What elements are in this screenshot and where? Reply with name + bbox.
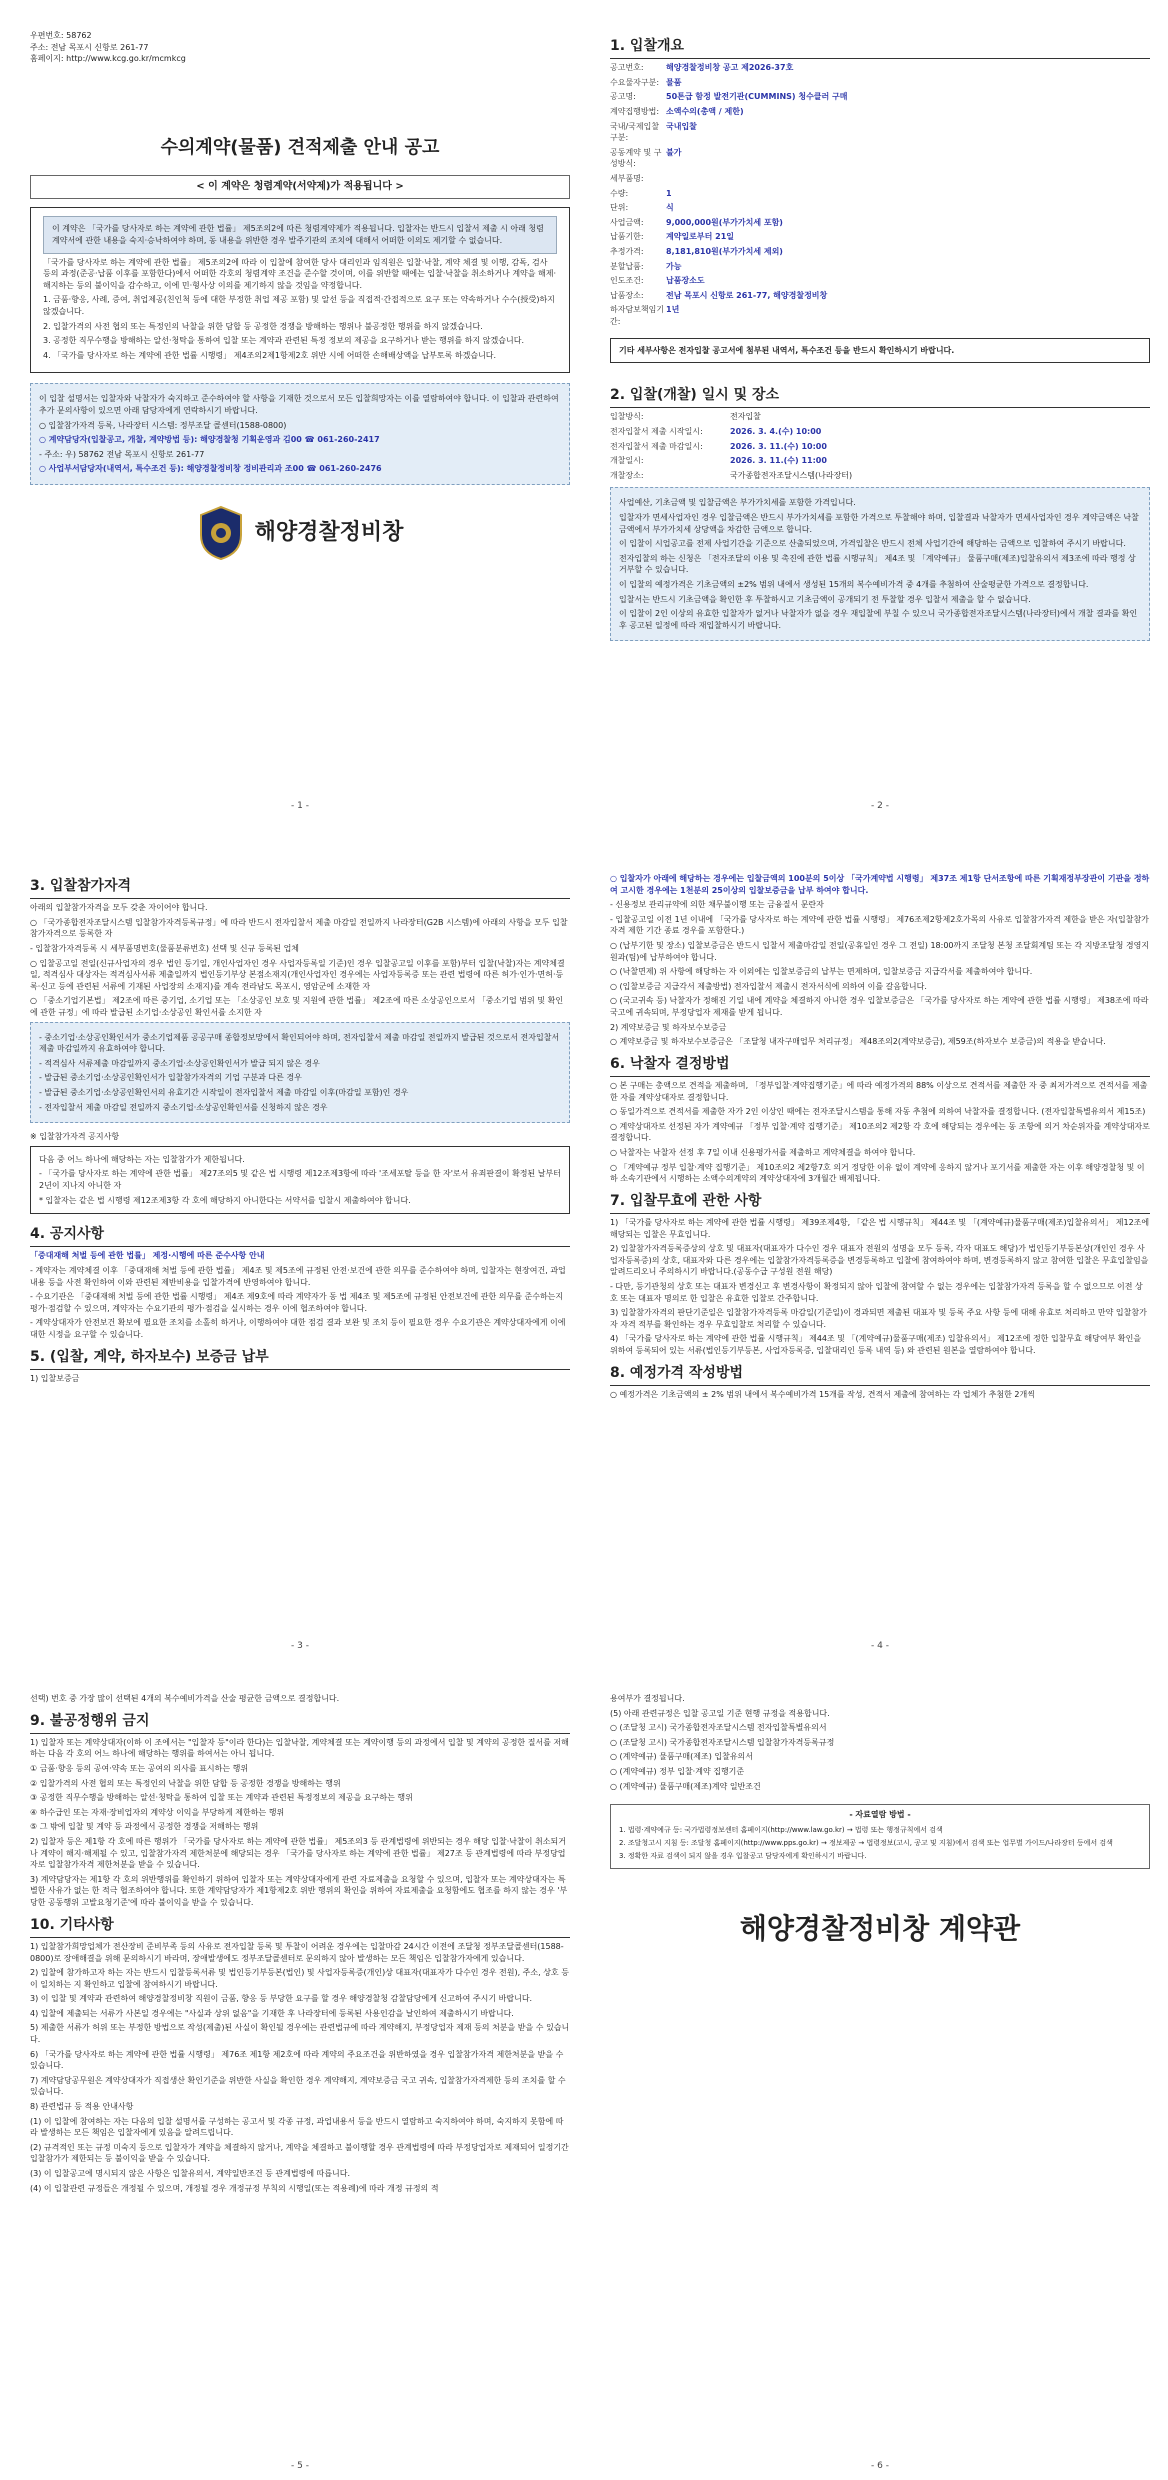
section-title: 4. 공지사항 [30, 1224, 570, 1247]
note-item: 입찰자가 면세사업자인 경우 입찰금액은 반드시 부가가치세를 포함한 가격으로 투찰해야 하며, 입찰결과 낙찰자가 면세사업자인 경우 계약금액은 낙찰금액에서 부가가치세 상당액을 차감한 금액으로 합니다. [619, 513, 1139, 534]
page-1 [30, 30, 570, 820]
award-item: ○ 「계약예규 정부 입찰·계약 집행기준」 제10조의2 제2항7호 의거 정당한 이유 없이 계약에 응하지 않거나 포기서를 제출한 자는 이후 해양경찰청 및 이하 소속기관에서 시행하는 소액수의계약의 계약상대자에 3개월간 배제됩니다. [610, 1162, 1145, 1184]
misc-item: 1) 입찰참가희망업체가 전산장비 준비부족 등의 사유로 전자입찰 등록 및 투찰이 어려운 경우에는 입찰마감 24시간 이전에 조달청 정부조달콜센터(1588-0800)로 장애해결을 위해 문의하시기 바라며, 장애발생에도 정부조달콜센터로 문의하지 않아 발생하는 모든 책임은 입찰참가자에게 있습니다. [30, 1941, 564, 1963]
overview-row: 공동계약 및 구성방식: 불가 [610, 147, 682, 169]
notice-item: 「중대재해 처벌 등에 관한 법률」 제정·시행에 따른 준수사항 안내 [30, 1251, 265, 1261]
eligibility-item: - 발급된 중소기업·소상공인확인서의 유효기간 시작일이 전자입찰서 제출 마감일 이후(마감일 포함)인 경우 [39, 1088, 409, 1098]
sub-item: * 입찰자는 같은 법 시행령 제12조제3항 각 호에 해당하지 아니한다는 서약서를 입찰시 제출하여야 합니다. [39, 1195, 411, 1205]
fair-item: 1) 입찰자 또는 계약상대자(이하 이 조에서는 "입찰자 등"이라 한다)는 입찰낙찰, 계약체결 또는 계약이행 등의 과정에서 입찰 및 계약의 공정한 질서를 저해하는 다음 각 호의 어느 하나에 해당하는 행위를 하여서는 아니 됩니다. [30, 1737, 569, 1759]
bond-detail: ○ (국고귀속 등) 낙찰자가 정해진 기일 내에 계약을 체결하지 아니한 경우 입찰보증금은 「국가를 당사자로 하는 계약에 관한 법률 시행령」 제38조에 따라 국고에 귀속되며, 부정당업자 제재를 받게 됩니다. [610, 996, 1149, 1017]
misc-item: 3) 이 입찰 및 계약과 관련하여 해양경찰정비창 직원이 금품, 향응 등 부당한 요구를 할 경우 해양경찰청 감찰담당에게 신고하여 주시기 바랍니다. [30, 1994, 533, 2004]
info-item: 3. 정확한 자료 검색이 되지 않을 경우 입찰공고 담당자에게 확인하시기 바랍니다. [619, 1852, 867, 1861]
misc-item: 7) 계약담당공무원은 계약상대자가 직접생산 확인기준을 위반한 사실을 확인한 경우 계약해지, 계약보증금 국고 귀속, 입찰참가자격제한 등의 조치를 할 수 있습니다. [30, 2075, 566, 2097]
bond-detail: ○ 계약보증금 및 하자보수보증금은 「조달청 내자구매업무 처리규정」 제48조의2(계약보증금), 제59조(하자보수 보증금)의 적용을 받습니다. [610, 1037, 1106, 1047]
eligibility-item: - 입찰참가자격등록 시 세부품명번호(물품분류번호) 선택 및 신규 등록된 업체 [30, 944, 300, 954]
header-line: 우편번호: 58762 [30, 31, 92, 40]
integrity-body: 「국가를 당사자로 하는 계약에 관한 법률」 제5조의2에 따라 이 입찰에 참여한 당사 대리인과 임직원은 입찰·낙찰, 계약 체결 및 이행, 감독, 검사 등의 과정(준공·납품 이후를 포함한다)에서 어떠한 각호의 청렴계약 조건을 준수할 것이며, 이를 위반할 때에는 입찰·낙찰을 취소하거나 계약을 해제·해지하는 등의 불이익을 감수하고, 이에 민·형사상 이의를 제기하지 않을 것임을 약정합니다. [43, 257, 557, 290]
section-intro: 아래의 입찰참가자격을 모두 갖춘 자이어야 합니다. [30, 903, 208, 913]
contact-box [30, 383, 570, 485]
note-item: 입찰서는 반드시 기초금액을 확인한 후 투찰하시고 기초금액이 공개되기 전 투찰할 경우 입찰서 제출을 할 수 없습니다. [619, 594, 1031, 604]
overview-row: 납품장소: 전남 목포시 신항로 261-77, 해양경찰정비창 [610, 290, 828, 300]
bond-detail: ○ (입찰보증금 지급각서 제출방법) 전자입찰서 제출시 전자서식에 의하여 이를 갈음합니다. [610, 981, 927, 991]
integrity-item: 4. 「국가를 당사자로 하는 계약에 관한 법률 시행령」 제4조의2제1항제2호 위반 시에 어떠한 손해배상액을 납부토록 하겠습니다. [43, 350, 497, 360]
bond-detail: 2) 계약보증금 및 하자보수보증금 [610, 1022, 727, 1032]
coast-guard-emblem-icon [197, 505, 245, 561]
integrity-item: 2. 입찰가격의 사전 협의 또는 특정인의 낙찰을 위한 담합 등 공정한 경쟁을 방해하는 행위나 불공정한 행위를 하지 않겠습니다. [43, 321, 483, 331]
contact-item: ○ 사업부서담당자(내역서, 특수조건 등): 해양경찰정비창 정비관리과 조00 ☎ 061-260-2476 [39, 464, 382, 474]
fair-item: 3) 계약담당자는 제1항 각 호의 위반행위를 확인하기 위하여 입찰자 또는 계약상대자에게 관련 자료제출을 요청할 수 있으며, 입찰자 또는 계약상대자는 특별한 사유가 없는 한 적극 협조하여야 합니다. 또한 계약담당자가 제1항제2호 위반 행위의 확인을 위하여 자료제출을 요청함에도 협조를 하지 않는 경우 '부당한 공동행위 고발요청기준'에 따라 불이익을 받을 수 있습니다. [30, 1874, 568, 1908]
overview-row: 납품기한: 계약일로부터 21일 [610, 232, 735, 242]
bond-detail: - 신용정보 관리규약에 의한 채무불이행 또는 금융질서 문란자 [610, 900, 824, 910]
schedule-row: 전자입찰서 제출 시작일시: 2026. 3. 4.(수) 10:00 [610, 427, 822, 437]
overview-row: 사업금액: 9,000,000원(부가가치세 포함) [610, 217, 783, 227]
overview-row: 공고명: 50톤급 함정 발전기관(CUMMINS) 청수클러 구매 [610, 92, 848, 102]
contact-item: ○ 계약담당자(입찰공고, 개찰, 계약방법 등): 해양경찰청 기획운영과 김00 ☎ 061-260-2417 [39, 435, 380, 445]
bond-detail: ○ 입찰자가 아래에 해당하는 경우에는 입찰금액의 100분의 5이상 「국가계약법 시행령」 제37조 제1항 단서조항에 따른 기획재정부장관이 기관을 정하여 고시한 경우에는 1천분의 25이상의 입찰보증금을 납부 하여야 합니다. [610, 874, 1150, 895]
note-item: 이 입찰이 시업공고를 전제 사업기간을 기준으로 산출되었으며, 가격입찰은 반드시 전체 사업기간에 해당하는 금액으로 입찰하여 주시기 바랍니다. [619, 539, 1126, 549]
schedule-row: 개찰장소: 국가종합전자조달시스템(나라장터) [610, 470, 853, 480]
sub-item: 다음 중 어느 하나에 해당하는 자는 입찰참가가 제한됩니다. [39, 1154, 245, 1164]
logo [30, 505, 570, 561]
overview-row: 단위: 식 [610, 203, 674, 213]
reg-item: ○ (조달청 고시) 국가종합전자조달시스템 전자입찰특별유의서 [610, 1723, 827, 1733]
note-item: 이 입찰의 예정가격은 기초금액의 ±2% 범위 내에서 생성된 15개의 복수예비가격 중 4개를 추첨하여 산술평균한 가격으로 결정합니다. [619, 580, 1089, 589]
integrity-note: < 이 계약은 청렴계약(서약제)가 적용됩니다 > [30, 175, 570, 200]
reg-item: ○ (계약예규) 물품구매(제조)계약 일반조건 [610, 1781, 761, 1791]
schedule-row: 입찰방식: 전자입찰 [610, 412, 761, 422]
overview-row: 분할납품: 가능 [610, 261, 682, 271]
section-title: 2. 입찰(개찰) 일시 및 장소 [610, 385, 1150, 408]
sub-box [30, 1146, 570, 1214]
bond-item: 1) 입찰보증금 [30, 1373, 80, 1383]
info-item: 2. 조달청고시 지침 등: 조달청 홈페이지(http://www.pps.go.kr) → 정보제공 → 법령정보(고시, 공고 및 지침)에서 검색 또는 업무별 가이드/나라장터 등에서 검색 [619, 1838, 1113, 1847]
integrity-box [30, 207, 570, 373]
overview-row: 계약집행방법: 소액수의(총액 / 제한) [610, 107, 744, 117]
invalid-item: 2) 입찰참가자격등록증상의 상호 및 대표자(대표자가 다수인 경우 대표자 전원의 성명을 모두 등록, 각자 대표도 해당)가 법인등기부등본상(개인인 경우 사업자등록증)의 상호, 대표자와 다른 경우에는 입찰참가자격등록증을 변경등록하고 입찰에 참여하여야 하며, 변경등록하지 않고 참여한 입찰은 무효입찰임을 알려드리오니 주의하시기 바랍니다.(공동수급 구성원 전원 해당) [610, 1244, 1149, 1277]
notes-box [610, 487, 1150, 641]
overview-row: 국내/국제입찰구분: 국내입찰 [610, 121, 697, 143]
award-item: ○ 본 구매는 총액으로 견적을 제출하며, 「정부입찰·계약집행기준」에 따라 예정가격의 88% 이상으로 견적서를 제출한 자 중 최저가격으로 견적서를 제출한 자를 계약상대자로 결정합니다. [610, 1081, 1148, 1102]
contact-item: - 주소: 우) 58762 전남 목포시 신항로 261-77 [39, 449, 205, 459]
misc-item: (2) 규격적인 또는 규정 미숙지 등으로 입찰자가 계약을 체결하지 않거나, 계약을 체결하고 불이행할 경우 관계법령에 따라 부정당업자로 제재되어 일정기간 입찰참가가 제한되는 등 불이익을 받을 수 있습니다. [30, 2142, 569, 2164]
continued-text: 용여부가 결정됩니다. [610, 1694, 685, 1703]
section-title: 7. 입찰무효에 관한 사항 [610, 1191, 1150, 1214]
info-box [610, 1804, 1150, 1869]
eligibility-box [30, 1022, 570, 1124]
eligibility-item: - 발급된 중소기업·소상공인확인서가 입찰참가자격의 기업 구분과 다른 경우 [39, 1073, 302, 1083]
header-line: 홈페이지: http://www.kcg.go.kr/mcmkcg [30, 54, 186, 64]
misc-item: (3) 이 입찰공고에 명시되지 않은 사항은 입찰유의서, 계약일반조건 등 관계법령에 따릅니다. [30, 2169, 351, 2178]
bond-detail: ○ (낙찰면제) 위 사항에 해당하는 자 이외에는 입찰보증금의 납부는 면제하며, 입찰보증금 지급각서를 제출하여야 합니다. [610, 967, 1033, 977]
award-item: ○ 낙찰자는 낙찰자 선정 후 7일 이내 신용평가서를 제출하고 계약체결을 하여야 합니다. [610, 1147, 916, 1157]
contact-item: ○ 입찰참가자격 등록, 나라장터 시스템: 정부조달 콜센터(1588-0800) [39, 420, 287, 430]
warning-box: 기타 세부사항은 전자입찰 공고서에 첨부된 내역서, 특수조건 등을 반드시 확인하시기 바랍니다. [610, 338, 1150, 364]
fair-item: ① 금품·향응 등의 공여·약속 또는 공여의 의사를 표시하는 행위 [30, 1764, 249, 1774]
section-title: 1. 입찰개요 [610, 36, 1150, 59]
integrity-item: 3. 공정한 직무수행을 방해하는 알선·청탁을 통하여 입찰 또는 계약과 관련된 특정 정보의 제공을 요구하거나 받는 행위를 하지 않겠습니다. [43, 336, 524, 346]
integrity-item: 1. 금품·향응, 사례, 증여, 취업제공(친인척 등에 대한 부정한 취업 제공 포함) 및 알선 등을 직접적·간접적으로 요구 또는 약속하거나 수수(授受)하지 않겠습니다. [43, 295, 555, 316]
note-item: 전자입찰의 하는 신청은 「전자조달의 이용 및 촉진에 관한 법률 시행규칙」 제4조 및 「계약예규」 물품구매(제조)입찰유의서 제3조에 따라 행정 상 거부할 수 있습니다. [619, 553, 1136, 575]
reg-item: ○ (계약예규) 물품구매(제조) 입찰유의서 [610, 1752, 754, 1762]
invalid-item: 1) 「국가를 당사자로 하는 계약에 관한 법률 시행령」 제39조제4항, 「같은 법 시행규칙」 제44조 및 「(계약예규)물품구매(제조)입찰유의서」 제12조에 해당되는 입찰은 무효입니다. [610, 1218, 1150, 1239]
fair-item: ② 입찰가격의 사전 협의 또는 특정인의 낙찰을 위한 담합 등 공정한 경쟁을 방해하는 행위 [30, 1778, 341, 1788]
overview-row: 추정가격: 8,181,810원(부가가치세 제외) [610, 247, 783, 257]
schedule-row: 개찰일시: 2026. 3. 11.(수) 11:00 [610, 456, 827, 466]
misc-item: 4) 입찰에 제출되는 서류가 사본일 경우에는 "사실과 상위 없음"을 기재한 후 나라장터에 등록된 사용인감을 날인하여 제출하시기 바랍니다. [30, 2008, 514, 2018]
overview-row: 공고번호: 해양경찰정비창 공고 제2026-37호 [610, 63, 794, 73]
note-item: 사업예산, 기초금액 및 입찰금액은 부가가치세를 포함한 가격입니다. [619, 498, 856, 508]
section-title: 8. 예정가격 작성방법 [610, 1363, 1150, 1386]
overview-row: 인도조건: 납품장소도 [610, 276, 705, 286]
misc-item: 5) 제출한 서류가 허위 또는 부정한 방법으로 작성(제출)된 사실이 확인될 경우에는 관련법규에 따라 계약해지, 부정당업자 제재 등의 처분을 받을 수 있습니다. [30, 2023, 570, 2045]
notice-item: - 수요기관은 「중대재해 처벌 등에 관한 법률 시행령」 제4조 제9호에 따라 계약자가 동 법 제4조 및 제5조에 규정된 안전보건에 관한 의무를 준수하는지 평가·점검할 수 있으며, 계약자는 수요기관의 평가·점검을 실시하는 경우 이에 협조하여야 합니다. [30, 1292, 564, 1313]
misc-item: (1) 이 입찰에 참여하는 자는 다음의 입찰 설명서를 구성하는 공고서 및 각종 규정, 과업내용서 등을 반드시 열람하고 숙지하여야 하며, 숙지하지 못함에 따라 발생하는 모든 책임은 입찰자에게 있음을 알려드립니다. [30, 2116, 564, 2138]
section-title: 3. 입찰참가자격 [30, 876, 570, 899]
overview-row: 세부품명: [610, 174, 644, 184]
eligibility-item: - 중소기업·소상공인확인서가 중소기업제품 공공구매 종합정보망에서 확인되어야 하며, 전자입찰서 제출 마감일 전일까지 발급된 것으로서 전자입찰서 제출 마감일까지 유효하여야 합니다. [39, 1032, 560, 1054]
eligibility-item: - 전자입찰서 제출 마감일 전일까지 중소기업·소상공인확인서를 신청하지 않은 경우 [39, 1102, 328, 1112]
section-title: 5. (입찰, 계약, 하자보수) 보증금 납부 [30, 1347, 570, 1370]
misc-item: 8) 관련법규 등 적용 안내사항 [30, 2102, 134, 2112]
logo-text: 해양경찰정비창 [254, 519, 404, 545]
schedule-list [610, 411, 1150, 481]
fair-item: ④ 하수급인 또는 자재·장비업자의 계약상 이익을 부당하게 제한하는 행위 [30, 1807, 285, 1817]
invalid-item: - 다만, 등기관청의 상호 또는 대표자 변경신고 후 변경사항이 확정되지 않아 입찰에 참여할 수 없는 경우에는 입찰참가자격 등록을 할 수 없으므로 이전 상호 또는 대표자 명의로 한 입찰은 유효한 입찰로 간주합니다. [610, 1282, 1143, 1303]
continued-text: 선택) 번호 중 가장 많이 선택된 4개의 복수예비가격을 산술 평균한 금액으로 결정합니다. [30, 1694, 340, 1703]
page-3 [30, 870, 570, 1660]
bond-detail: - 입찰공고일 이전 1년 이내에 「국가를 당사자로 하는 계약에 관한 법률 시행령」 제76조제2항제2호가목의 사유로 입찰참가자격 제한을 받은 자(입찰참가자격 제한 기간 종료 경우를 포함한다.) [610, 914, 1149, 936]
eligibility-item: ○ 「중소기업기본법」 제2조에 따른 중기업, 소기업 또는 「소상공인 보호 및 지원에 관한 법률」 제2조에 따른 소상공인으로서 「중소기업 범위 및 확인에 관한 규정」에 따라 발급된 소기업·소상공인 확인서를 소지한 자 [30, 996, 564, 1018]
award-item: ○ 계약상대자로 선정된 자가 계약예규 「정부 입찰·계약 집행기준」 제10조의2 제2항 각 호에 해당되는 경우에는 동 조항에 의거 차순위자를 계약상대자로 결정합니다. [610, 1121, 1150, 1143]
bond-detail: ○ (납부기한 및 장소) 입찰보증금은 반드시 입찰서 제출마감일 전일(공휴일인 경우 그 전일) 18:00까지 조달청 본청 조달회계팀 또는 각 지방조달청 경영지원과(팀)에 납부하여야 합니다. [610, 940, 1150, 962]
misc-item: 6) 「국가를 당사자로 하는 계약에 관한 법률 시행령」 제76조 제1항 제2호에 따라 계약의 주요조건을 위반하였을 경우 입찰참가자격 제한처분을 받을 수 있습니다. [30, 2049, 564, 2071]
note-item: 이 입찰이 2인 이상의 유효한 입찰자가 없거나 낙찰자가 없을 경우 재입찰에 부칠 수 있으니 국가종합전자조달시스템(나라장터)에서 개찰 결과를 확인 후 공고된 일정에 따라 재입찰하시기 바랍니다. [619, 609, 1138, 630]
page-6 [610, 1690, 1150, 2480]
schedule-row: 전자입찰서 제출 마감일시: 2026. 3. 11.(수) 10:00 [610, 441, 827, 451]
page-number: - 3 - [291, 1641, 309, 1651]
page-number: - 4 - [871, 1641, 889, 1651]
header-line: 주소: 전남 목포시 신항로 261-77 [30, 42, 149, 52]
contact-intro: 이 입찰 설명서는 입찰자와 낙찰자가 숙지하고 준수하여야 할 사항을 기재한 것으로서 모든 입찰희망자는 이를 열람하여야 합니다. 이 입찰과 관련하여 추가 문의사항이 있으면 아래 담당자에게 연락하시기 바랍니다. [39, 394, 559, 415]
fair-item: ⑤ 그 밖에 입찰 및 계약 등 과정에서 공정한 경쟁을 저해하는 행위 [30, 1822, 259, 1832]
sub-title: ※ 입찰참가자격 공지사항 [30, 1132, 120, 1142]
page-number: - 6 - [871, 2461, 889, 2471]
page-4 [610, 870, 1150, 1660]
page-number: - 5 - [291, 2461, 309, 2471]
invalid-item: 3) 입찰참가자격의 판단기준일은 입찰참가자격등록 마감일(기준일)이 경과되면 제출된 대표자 및 등록 주요 사항 등에 대해 유효로 처리하고 만약 입찰참가자 자격 적부를 확인하는 경우 무효입찰로 처리할 수 있습니다. [610, 1308, 1147, 1329]
info-item: 1. 법령·계약예규 등: 국가법령정보센터 홈페이지(http://www.law.go.kr) → 법령 또는 행정규칙에서 검색 [619, 1825, 943, 1834]
reg-item: ○ (조달청 고시) 국가종합전자조달시스템 입찰참가자격등록규정 [610, 1737, 835, 1747]
reg-item: ○ (계약예규) 정부 입찰·계약 집행기준 [610, 1766, 745, 1776]
fair-item: 2) 입찰자 등은 제1항 각 호에 따른 행위가 「국가를 당사자로 하는 계약에 관한 법률」 제5조의3 등 관계법령에 위반되는 경우 해당 입찰·낙찰이 취소되거나 계약이 해지·해제될 수 있고, 입찰참가자격 제한처분에 해당되는 경우 「국가를 당사자로 하는 계약에 관한 법률」 제27조 등 관계법령에 따라 부정당업자로 입찰참가자격 제한처분을 받을 수 있습니다. [30, 1837, 566, 1870]
section-title: 10. 기타사항 [30, 1915, 570, 1938]
price-item: ○ 예정가격은 기초금액의 ± 2% 범위 내에서 복수예비가격 15개를 작성, 견적서 제출에 참여하는 각 업체가 추첨한 2개씩 [610, 1389, 1035, 1399]
overview-row: 수량: 1 [610, 188, 672, 198]
section-title: 6. 낙찰자 결정방법 [610, 1054, 1150, 1077]
page-number: - 1 - [291, 801, 309, 811]
eligibility-item: ○ 입찰공고일 전일(신규사업자의 경우 법인 등기일, 개인사업자인 경우 사업자등록일 기준)인 경우 입찰공고일 이후를 포함)부터 입찰(낙찰)자는 계약체결일, 적격심사 대상자는 적격심사서류 제출일까지 법인등기부상 본점소재지(개인사업자인 경우에는 사업자등록증 또는 관련 법령에 따른 허가·인가·면허·등록·신고 등에 관련된 서류에 기재된 사업장의 소재지)를 계속 전라남도 목포시, 영암군에 소재한 자 [30, 958, 565, 991]
closing-signature: 해양경찰정비창 계약관 [739, 1912, 1021, 1946]
notice-item: - 계약상대자가 안전보건 확보에 필요한 조치를 소홀히 하거나, 이행하여야 대한 점검 결과 보완 및 조치 등이 필요한 경우 수요기관은 계약상대자에게 이에 대한 시정을 요구할 수 있습니다. [30, 1318, 566, 1340]
section-title: 9. 불공정행위 금지 [30, 1711, 570, 1734]
regs-intro: (5) 아래 관련규정은 입찰 공고일 기준 현행 규정을 적용합니다. [610, 1708, 830, 1718]
fair-item: ③ 공정한 직무수행을 방해하는 알선·청탁을 통하여 입찰 또는 계약과 관련된 특정정보의 제공을 요구하는 행위 [30, 1793, 413, 1803]
overview-row: 수요물자구분: 물품 [610, 77, 682, 87]
award-item: ○ 동일가격으로 견적서를 제출한 자가 2인 이상인 때에는 전자조달시스템을 통해 자동 추첨에 의하여 낙찰자를 결정합니다. (전자입찰특별유의서 제15조) [610, 1107, 1146, 1117]
page-5 [30, 1690, 570, 2480]
page-2 [610, 30, 1150, 820]
page-number: - 2 - [871, 801, 889, 811]
page-title: 수의계약(물품) 견적제출 안내 공고 [160, 136, 440, 158]
notice-item: - 계약자는 계약체결 이후 「중대재해 처벌 등에 관한 법률」 제4조 및 제5조에 규정된 안전·보건에 관한 의무를 준수하여야 하며, 입찰자는 현장여건, 과업내용 등을 사전 확인하여 이와 관련된 제반비용을 입찰가격에 반영하여야 합니다. [30, 1266, 566, 1287]
invalid-item: 4) 「국가를 당사자로 하는 계약에 관한 법률 시행규칙」 제44조 및 「(계약예규)물품구매(제조) 입찰유의서」 제12조에 정한 입찰무효 해당여부 확인을 위하여 등록되어 있는 서류(법인등기부등본, 사업자등록증, 입찰대리인 등록 내역 등) 와 관련된 원본을 열람하여야 합니다. [610, 1334, 1142, 1355]
integrity-shaded: 이 계약은 「국가를 당사자로 하는 계약에 관한 법률」 제5조의2에 따른 청렴계약제가 적용됩니다. 입찰자는 반드시 입찰서 제출 시 아래 청렴계약서에 관한 내용을 숙지·승낙하여야 하며, 동 내용을 위반한 경우 발주기관의 조치에 대해서 어떠한 이의도 제기할 수 없습니다. [43, 216, 557, 253]
misc-item: 2) 입찰에 참가하고자 하는 자는 반드시 입찰등록서류 및 법인등기부등본(법인) 및 사업자등록증(개인)상 대표자(대표자가 다수인 경우 전원), 주소, 상호 등이 일치하는 지 확인하고 입찰에 참여하시기 바랍니다. [30, 1968, 569, 1989]
overview-list [610, 62, 1150, 327]
sub-item: - 「국가를 당사자로 하는 계약에 관한 법률」 제27조의5 및 같은 법 시행령 제12조제3항에 따라 '조세포탈 등을 한 자'로서 유죄판결이 확정된 날부터 2년이 지나지 아니한 자 [39, 1169, 561, 1190]
info-title: - 자료열람 방법 - [849, 1810, 911, 1820]
eligibility-item: ○ 「국가종합전자조달시스템 입찰참가자격등록규정」에 따라 반드시 전자입찰서 제출 마감일 전일까지 나라장터(G2B 시스템)에 아래의 사항을 모두 입찰참가자격으로 등록한 자 [30, 917, 568, 939]
eligibility-item: - 적격심사 서류제출 마감일까지 중소기업·소상공인확인서가 발급 되지 않은 경우 [39, 1058, 320, 1068]
overview-row: 하자담보책임기간: 1년 [610, 305, 680, 326]
misc-item: (4) 이 입찰관련 규정들은 개정될 수 있으며, 개정될 경우 개정규정 부칙의 시행일(또는 적용례)에 따라 개정 규정의 적 [30, 2183, 439, 2193]
